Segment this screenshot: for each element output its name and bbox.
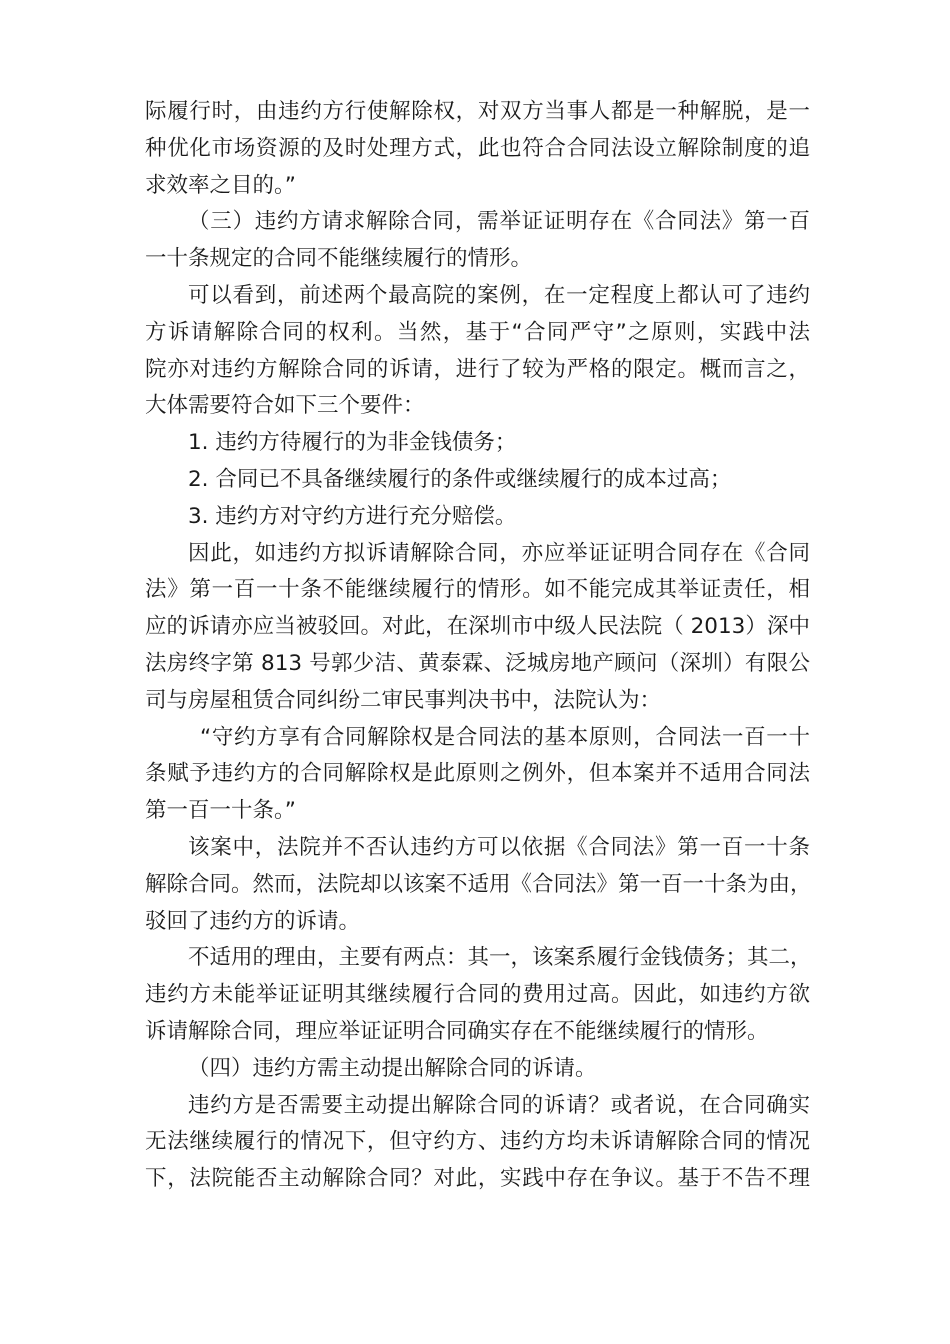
text-line: 法》第一百一十条不能继续履行的情形。如不能完成其举证责任，相 [145,577,810,603]
text-line: 驳回了违约方的诉请。 [145,908,361,934]
text-line: 司与房屋租赁合同纠纷二审民事判决书中，法院认为： [145,687,662,713]
text-line: “守约方享有合同解除权是合同法的基本原则，合同法一百一十 [200,724,810,750]
text-line: 第一百一十条。” [145,798,296,824]
text-line: 方诉请解除合同的权利。当然，基于“合同严守”之原则，实践中法 [145,319,810,345]
text-line: 违约方是否需要主动提出解除合同的诉请？或者说，在合同确实 [188,1092,810,1118]
text-line: （三）违约方请求解除合同，需举证证明存在《合同法》第一百 [188,209,810,235]
text-line: 下，法院能否主动解除合同？对此，实践中存在争议。基于不告不理 [145,1166,810,1192]
text-line: 院亦对违约方解除合同的诉请，进行了较为严格的限定。概而言之， [145,356,810,382]
text-line: 不适用的理由，主要有两点：其一，该案系履行金钱债务；其二， [188,945,812,971]
text-line: 条赋予违约方的合同解除权是此原则之例外，但本案并不适用合同法 [145,761,810,787]
text-line: 一十条规定的合同不能继续履行的情形。 [145,246,533,272]
text-line: 诉请解除合同，理应举证证明合同确实存在不能继续履行的情形。 [145,1018,769,1044]
text-line: （四）违约方需主动提出解除合同的诉请。 [188,1055,597,1081]
text-line: 违约方未能举证证明其继续履行合同的费用过高。因此，如违约方欲 [145,982,810,1008]
text-line: 解除合同。然而，法院却以该案不适用《合同法》第一百一十条为由， [145,871,812,897]
text-line: 可以看到，前述两个最高院的案例，在一定程度上都认可了违约 [188,282,810,308]
text-line: 应的诉请亦应当被驳回。对此，在深圳市中级人民法院（ 2013）深中 [145,614,810,640]
text-line: 3. 违约方对守约方进行充分赔偿。 [188,503,517,529]
text-line: 大体需要符合如下三个要件： [145,393,425,419]
text-line: 2. 合同已不具备继续履行的条件或继续履行的成本过高； [188,466,732,492]
text-line: 种优化市场资源的及时处理方式，此也符合合同法设立解除制度的追 [145,135,810,161]
text-line: 际履行时，由违约方行使解除权，对双方当事人都是一种解脱，是一 [145,99,810,124]
text-line: 该案中，法院并不否认违约方可以依据《合同法》第一百一十条 [188,834,810,860]
text-line: 1. 违约方待履行的为非金钱债务； [188,430,517,456]
document-body [145,94,810,1198]
text-line: 因此，如违约方拟诉请解除合同，亦应举证证明合同存在《合同 [188,540,810,566]
text-line: 无法继续履行的情况下，但守约方、违约方均未诉请解除合同的情况 [145,1129,810,1155]
text-line: 求效率之目的。” [145,172,296,198]
text-line: 法房终字第 813 号郭少洁、黄泰霖、泛城房地产顾问（深圳）有限公 [145,650,810,676]
